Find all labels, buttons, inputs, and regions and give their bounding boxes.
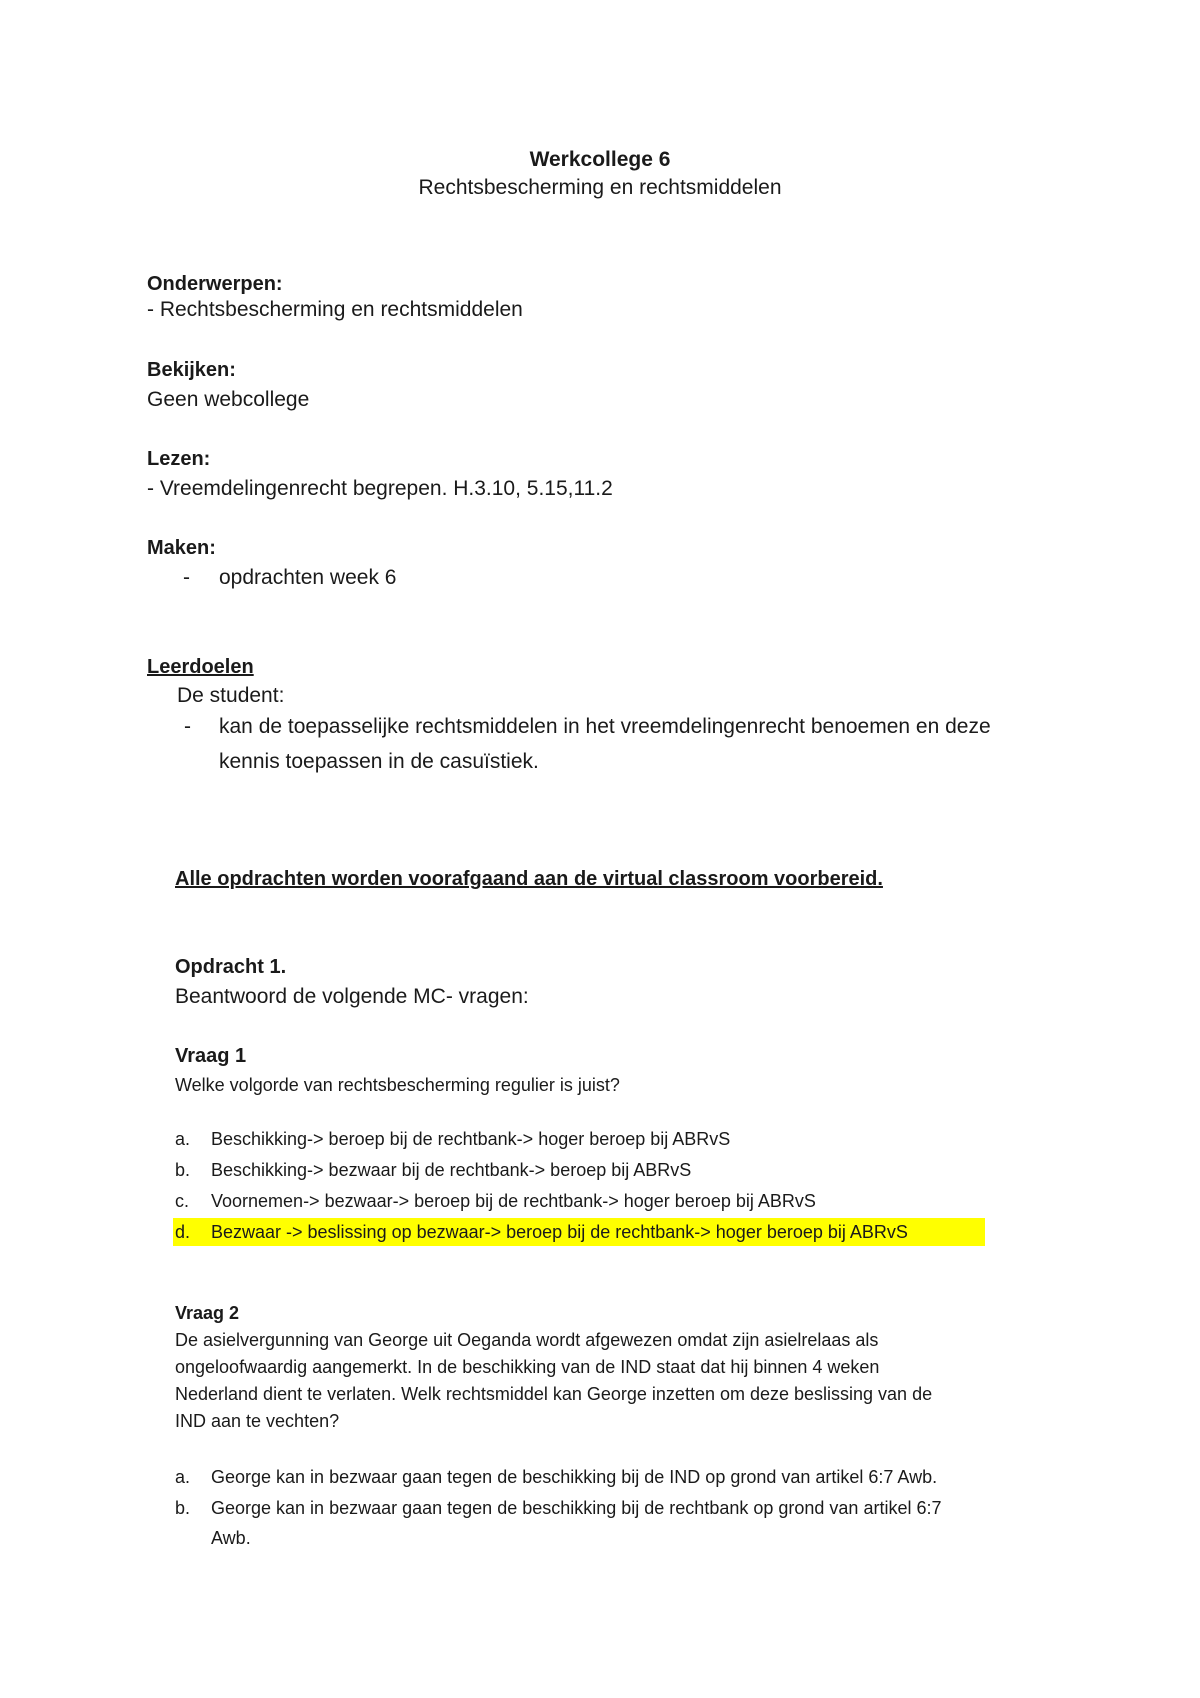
page-subtitle: Rechtsbescherming en rechtsmiddelen: [418, 176, 782, 199]
option-text: Beschikking-> bezwaar bij de rechtbank-> beroep bij ABRvS: [211, 1160, 692, 1180]
option-letter: c.: [175, 1191, 190, 1211]
option-text: Bezwaar -> beslissing op bezwaar-> beroep bij de rechtbank-> hoger beroep bij ABRvS: [211, 1222, 908, 1242]
option-letter: b.: [175, 1160, 191, 1180]
opdracht1-instruction: Beantwoord de volgende MC- vragen:: [175, 985, 529, 1008]
option-text: George kan in bezwaar gaan tegen de beschikking bij de rechtbank op grond van artikel 6:7: [211, 1498, 942, 1518]
option-text-continued: Awb.: [211, 1528, 251, 1548]
option-text: Beschikking-> beroep bij de rechtbank-> hoger beroep bij ABRvS: [211, 1129, 731, 1149]
vraag2-question-line: ongeloofwaardig aangemerkt. In de beschikking van de IND staat dat hij binnen 4 weken: [175, 1357, 880, 1377]
maken-heading: Maken:: [147, 537, 216, 559]
option-text: George kan in bezwaar gaan tegen de beschikking bij de IND op grond van artikel 6:7 Awb.: [211, 1467, 938, 1487]
vraag2-question-line: De asielvergunning van George uit Oeganda wordt afgewezen omdat zijn asielrelaas als: [175, 1330, 879, 1350]
vraag2-question-line: IND aan te vechten?: [175, 1411, 340, 1431]
opdracht1-heading: Opdracht 1.: [175, 956, 287, 978]
option-letter: a.: [175, 1467, 191, 1487]
maken-item: opdrachten week 6: [219, 566, 397, 589]
maken-dash: -: [183, 566, 190, 589]
onderwerpen-line: - Rechtsbescherming en rechtsmiddelen: [147, 298, 523, 321]
lezen-line: - Vreemdelingenrecht begrepen. H.3.10, 5.15,11.2: [147, 477, 613, 500]
leerdoelen-intro: De student:: [177, 684, 285, 707]
vraag2-heading: Vraag 2: [175, 1303, 240, 1323]
option-letter: b.: [175, 1498, 191, 1518]
onderwerpen-heading: Onderwerpen:: [147, 273, 283, 295]
leerdoelen-line-1: kan de toepasselijke rechtsmiddelen in het vreemdelingenrecht benoemen en deze: [219, 715, 991, 738]
page-title: Werkcollege 6: [529, 148, 671, 171]
notice-text: Alle opdrachten worden voorafgaand aan de virtual classroom voorbereid.: [175, 868, 883, 890]
leerdoelen-dash: -: [184, 715, 191, 738]
bekijken-line: Geen webcollege: [147, 388, 310, 411]
option-letter: d.: [175, 1222, 191, 1242]
vraag2-question-line: Nederland dient te verlaten. Welk rechtsmiddel kan George inzetten om deze beslissing van de: [175, 1384, 933, 1404]
option-letter: a.: [175, 1129, 191, 1149]
leerdoelen-heading: Leerdoelen: [147, 656, 254, 678]
vraag1-heading: Vraag 1: [175, 1045, 247, 1067]
lezen-heading: Lezen:: [147, 448, 211, 470]
vraag1-question: Welke volgorde van rechtsbescherming regulier is juist?: [175, 1075, 620, 1095]
leerdoelen-line-2: kennis toepassen in de casuïstiek.: [219, 750, 539, 773]
bekijken-heading: Bekijken:: [147, 359, 236, 381]
option-text: Voornemen-> bezwaar-> beroep bij de rechtbank-> hoger beroep bij ABRvS: [211, 1191, 816, 1211]
